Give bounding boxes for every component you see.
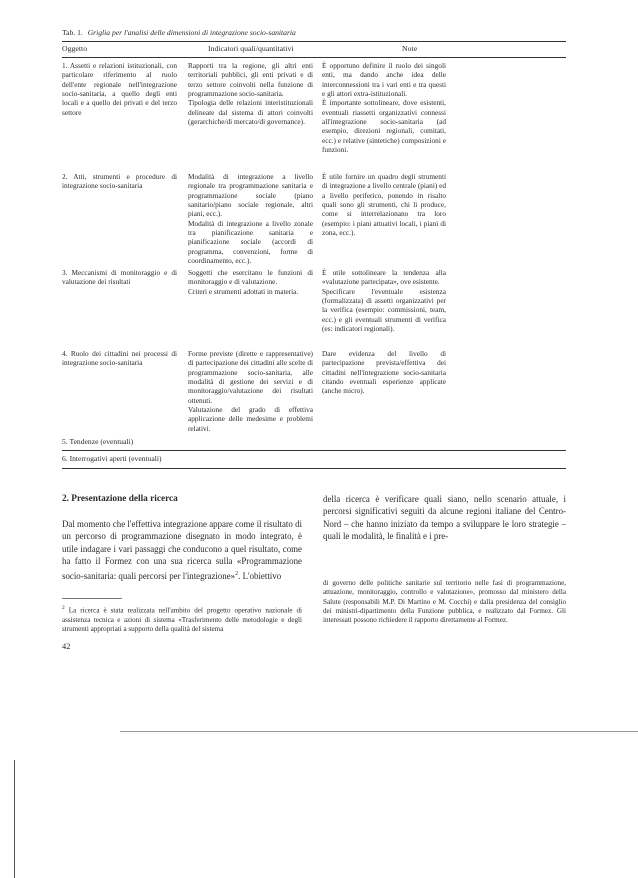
row1-indicatori-p2: Tipologia delle relazioni interistituzionali delineate dal sistema di attori coinvolti (gerarchiche/di mercato/di governance). [188,98,313,127]
body-left-text-end: . L'obiettivo [238,570,282,581]
body-left-text: Dal momento che l'effettiva integrazione appare come il risultato di un percorso di programmazione disegnato in modo integrato, è utile indagare i vari passaggi che conducono a quel risultato, come ha fatto il Formez con una sua ricerca sulla «Programmazione socio-sanitaria: quali percorsi per l'integrazione» [62,519,302,581]
table-header-rule [62,57,566,58]
row1-oggetto: 1. Assetti e relazioni istituzionali, con particolare riferimento al ruolo dell'ente regionale nell'integrazione socio-sanitaria, a quello degli enti locali e a quello dei privati e del terzo settore [62,61,177,117]
footnote-number: 2 [62,605,65,611]
footnote-reference: 2 [235,570,239,577]
row3-indicatori-p2: Criteri e strumenti adottati in materia. [188,286,299,296]
header-oggetto: Oggetto [62,44,88,53]
footnote-left-text: La ricerca è stata realizzata nell'ambito del progetto operativo nazionale di assistenza tecnica e azioni di sistema «Trasferimento delle metodologie e degli strumenti appropriati a supporto della qualità del sistema [62,606,302,634]
footnote-left [62,604,302,642]
row1-indicatori [188,61,313,126]
row4-indicatori-p2: Valutazione del grado di effettiva applicazione delle medesime e problemi relativi. [188,405,313,433]
row4-indicatori [188,349,313,433]
row2-oggetto: 2. Atti, strumenti e procedure di integrazione socio-sanitaria [62,172,177,191]
row2-note [322,172,446,237]
extra-row-interrogativi: 6. Interrogativi aperti (eventuali) [62,454,162,463]
header-indicatori: Indicatori quali/quantitativi [208,44,294,53]
page-number: 42 [62,642,71,651]
row3-note-p1: È utile sottolineare la tendenza alla «valutazione partecipata», ove esistente. [322,268,446,287]
body-right-column: della ricerca è verificare quali siano, nello scenario attuale, i percorsi significativi seguiti da alcune regioni italiane del Centro-Nord – che hanno iniziato da tempo a sviluppare le loro strategie – quali le modalità, le finalità e i pre- [323,494,566,542]
row4-note [322,349,446,396]
extra-row-tendenze: 5. Tendenze (eventuali) [62,437,134,446]
footnote-right: di governo delle politiche sanitarie sul territorio nelle fasi di programmazione, attuazione, monitoraggio, controllo e valutazione», promosso dal ministero della Salute (responsabili M.P. Di Martino e M. Cocchi) e dalla presidenza del consiglio dei ministri-dipartimento della Funzione pubblica, e realizzato dal Formez. Gli interessati possono richiedere il rapporto direttamente al Formez. [323,579,566,625]
row3-note-p2: Specificare l'eventuale esistenza (formalizzata) di assetti organizzativi per la verifica (esempio: commissioni, team, ecc.) e gli eventuali strumenti di verifica (es: indicatori regionali). [322,286,446,334]
row3-oggetto: 3. Meccanismi di monitoraggio e di valutazione dei risultati [62,268,177,287]
row3-indicatori [188,268,313,296]
row2-indicatori [188,172,313,265]
row3-indicatori-p1: Soggetti che esercitano le funzioni di monitoraggio e di valutazione. [188,268,313,287]
row1-note-p1: È opportuno definire il ruolo dei singoli enti, ma dando anche idea delle interconnessioni tra i vari enti e tra questi e gli attori extra-istituzionali. [322,61,446,99]
table-caption-label: Tab. 1. [62,28,83,37]
row1-indicatori-p1: Rapporti tra la regione, gli altri enti territoriali pubblici, gli enti privati e di terzo settore coinvolti nella funzione di programmazione socio-sanitaria. [188,61,313,99]
table-caption [62,28,562,38]
footnote-separator [62,598,122,599]
table-row-rule [62,450,566,451]
scan-edge-vertical [14,760,15,878]
header-note: Note [402,44,418,53]
row3-note [322,268,446,333]
body-left-column [62,518,302,596]
scan-edge-horizontal [120,731,638,732]
row1-note [322,61,446,154]
row2-indicatori-p2: Modalità di integrazione a livello zonale tra pianificazione sanitaria e pianificazione sociale (accordi di programma, convenzioni, forme di coordinamento, ecc.). [188,218,313,266]
table-top-rule [62,41,566,42]
table-bottom-rule [62,468,566,469]
row1-note-p2: È importante sottolineare, dove esistenti, eventuali riassetti organizzativi connessi all'integrazione socio-sanitaria (ad esempio, direzioni regionali, comitati, ecc.) e relative (sintetiche) composizioni e funzioni. [322,98,446,155]
row4-indicatori-p1: Forme previste (dirette e rappresentative) di partecipazione dei cittadini alle scelte di programmazione socio-sanitaria, alle modalità di gestione dei servizi e di monitoraggio/valutazione dei risultati ottenuti. [188,349,313,405]
section-heading: 2. Presentazione della ricerca [62,494,178,504]
row2-indicatori-p1: Modalità di integrazione a livello regionale tra programmazione sanitaria e programmazione sociale (piano sanitario/piano sociale regionale, altri piani, ecc.). [188,172,313,219]
row4-note-p1: Dare evidenza del livello di partecipazione prevista/effettiva dei cittadini nell'integrazione socio-sanitaria citando eventuali esperienze applicate (anche micro). [322,349,446,396]
row2-note-p1: È utile fornire un quadro degli strumenti di integrazione a livello centrale (piani) ed a livello periferico, ponendo in risalto quali sono gli strumenti, chi li produce, come si interrelazionano tra loro (esempio: i piani attuativi locali, i piani di zona, ecc.). [322,172,446,238]
row4-oggetto: 4. Ruolo dei cittadini nei processi di integrazione socio-sanitaria [62,349,177,368]
table-caption-title: Griglia per l'analisi delle dimensioni di integrazione socio-sanitaria [87,28,296,37]
